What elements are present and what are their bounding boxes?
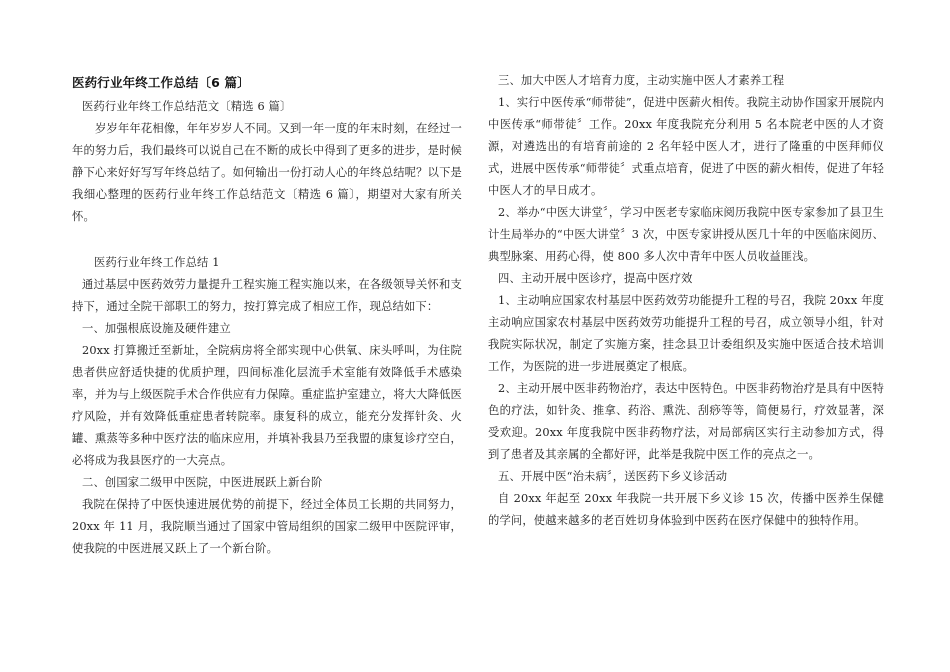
section-title: 医药行业年终工作总结 1 xyxy=(94,256,220,269)
heading-3: 三、加大中医人才培育力度，主动实施中医人才素养工程 xyxy=(498,74,785,87)
item-4-2: 2、主动开展中医非药物治疗，表达中医特色。中医非药物治疗是具有中医特色的疗法，如针灸、推拿、药浴、熏洗、刮痧等等，简便易行，疗效显著，深受欢迎。20xx 年度我院中医非药物疗法，对局部病区实行主动参加方式，得到了患者及其亲属的全都好评，此举是我院中医工作的亮点之一。 xyxy=(488,382,884,461)
document-subtitle: 医药行业年终工作总结范文〔精选 6 篇〕 xyxy=(82,100,292,113)
left-column xyxy=(72,70,462,560)
heading-4: 四、主动开展中医诊疗，提高中医疗效 xyxy=(498,272,693,285)
heading-1: 一、加强根底设施及硬件建立 xyxy=(82,322,231,335)
paragraph-1: 20xx 打算搬迁至新址，全院病房将全部实现中心供氧、床头呼叫，为住院患者供应舒适快捷的优质护理，四间标准化层流手术室能有效降低手术感染率，并为与上级医院手术合作供应有力保障。重症监护室建立，将大大降低医疗风险，并有效降低重症患者转院率。康复科的成立，能充分发挥针灸、火罐、熏蒸等多种中医疗法的临床应用，并填补我县乃至我盟的康复诊疗空白，必将成为我县医疗的一大亮点。 xyxy=(72,344,462,467)
intro-paragraph: 岁岁年年花相像，年年岁岁人不同。又到一年一度的年末时刻，在经过一年的努力后，我们最终可以说自己在不断的成长中得到了更多的进步，是时候静下心来好好写写年终总结了。如何输出一份打动人心的年终总结呢？以下是我细心整理的医药行业年终工作总结范文〔精选 6 篇〕，期望对大家有所关怀。 xyxy=(72,122,462,223)
heading-2: 二、创国家二级甲中医院，中医进展跃上新台阶 xyxy=(82,476,323,489)
document-title: 医药行业年终工作总结〔6 篇〕 xyxy=(72,75,250,90)
item-4-1: 1、主动响应国家农村基层中医药效劳功能提升工程的号召，我院 20xx 年度主动响应国家农村基层中医药效劳功能提升工程的号召，成立领导小组，针对我院实际状况，制定了实施方案，挂念县卫计委组织及实施中医适合技术培训工作，为医院的进一步进展奠定了根底。 xyxy=(488,294,884,373)
item-3-1: 1、实行中医传承“师带徒”，促进中医薪火相传。我院主动协作国家开展院内中医传承“师带徒〞工作。20xx 年度我院充分利用 5 名本院老中医的人才资源，对遴选出的有培育前途的 2 名年轻中医人才，进行了隆重的中医拜师仪式，进展中医传承“师带徒〞式重点培育，促进了中医的薪火相传，促进了年轻中医人才的早日成才。 xyxy=(488,96,884,197)
right-column xyxy=(488,70,884,532)
paragraph-5: 自 20xx 年起至 20xx 年我院一共开展下乡义诊 15 次，传播中医养生保健的学问，使越来越多的老百姓切身体验到中医药在医疗保健中的独特作用。 xyxy=(488,492,884,527)
opening-paragraph: 通过基层中医药效劳力量提升工程实施工程实施以来，在各级领导关怀和支持下，通过全院干部职工的努力，按打算完成了相应工作，现总结如下： xyxy=(72,278,462,313)
heading-5: 五、开展中医“治未病〞，送医药下乡义诊活动 xyxy=(498,470,728,483)
item-3-2: 2、举办“中医大讲堂〞，学习中医老专家临床阅历我院中医专家参加了县卫生计生局举办的“中医大讲堂〞3 次，中医专家讲授从医几十年的中医临床阅历、典型脉案、用药心得，使 800 多人次中青年中医人员收益匪浅。 xyxy=(488,206,884,263)
paragraph-2: 我院在保持了中医快速进展优势的前提下，经过全体员工长期的共同努力，20xx 年 11 月，我院顺当通过了国家中管局组织的国家二级甲中医院评审，使我院的中医进展又跃上了一个新台阶。 xyxy=(72,498,462,555)
